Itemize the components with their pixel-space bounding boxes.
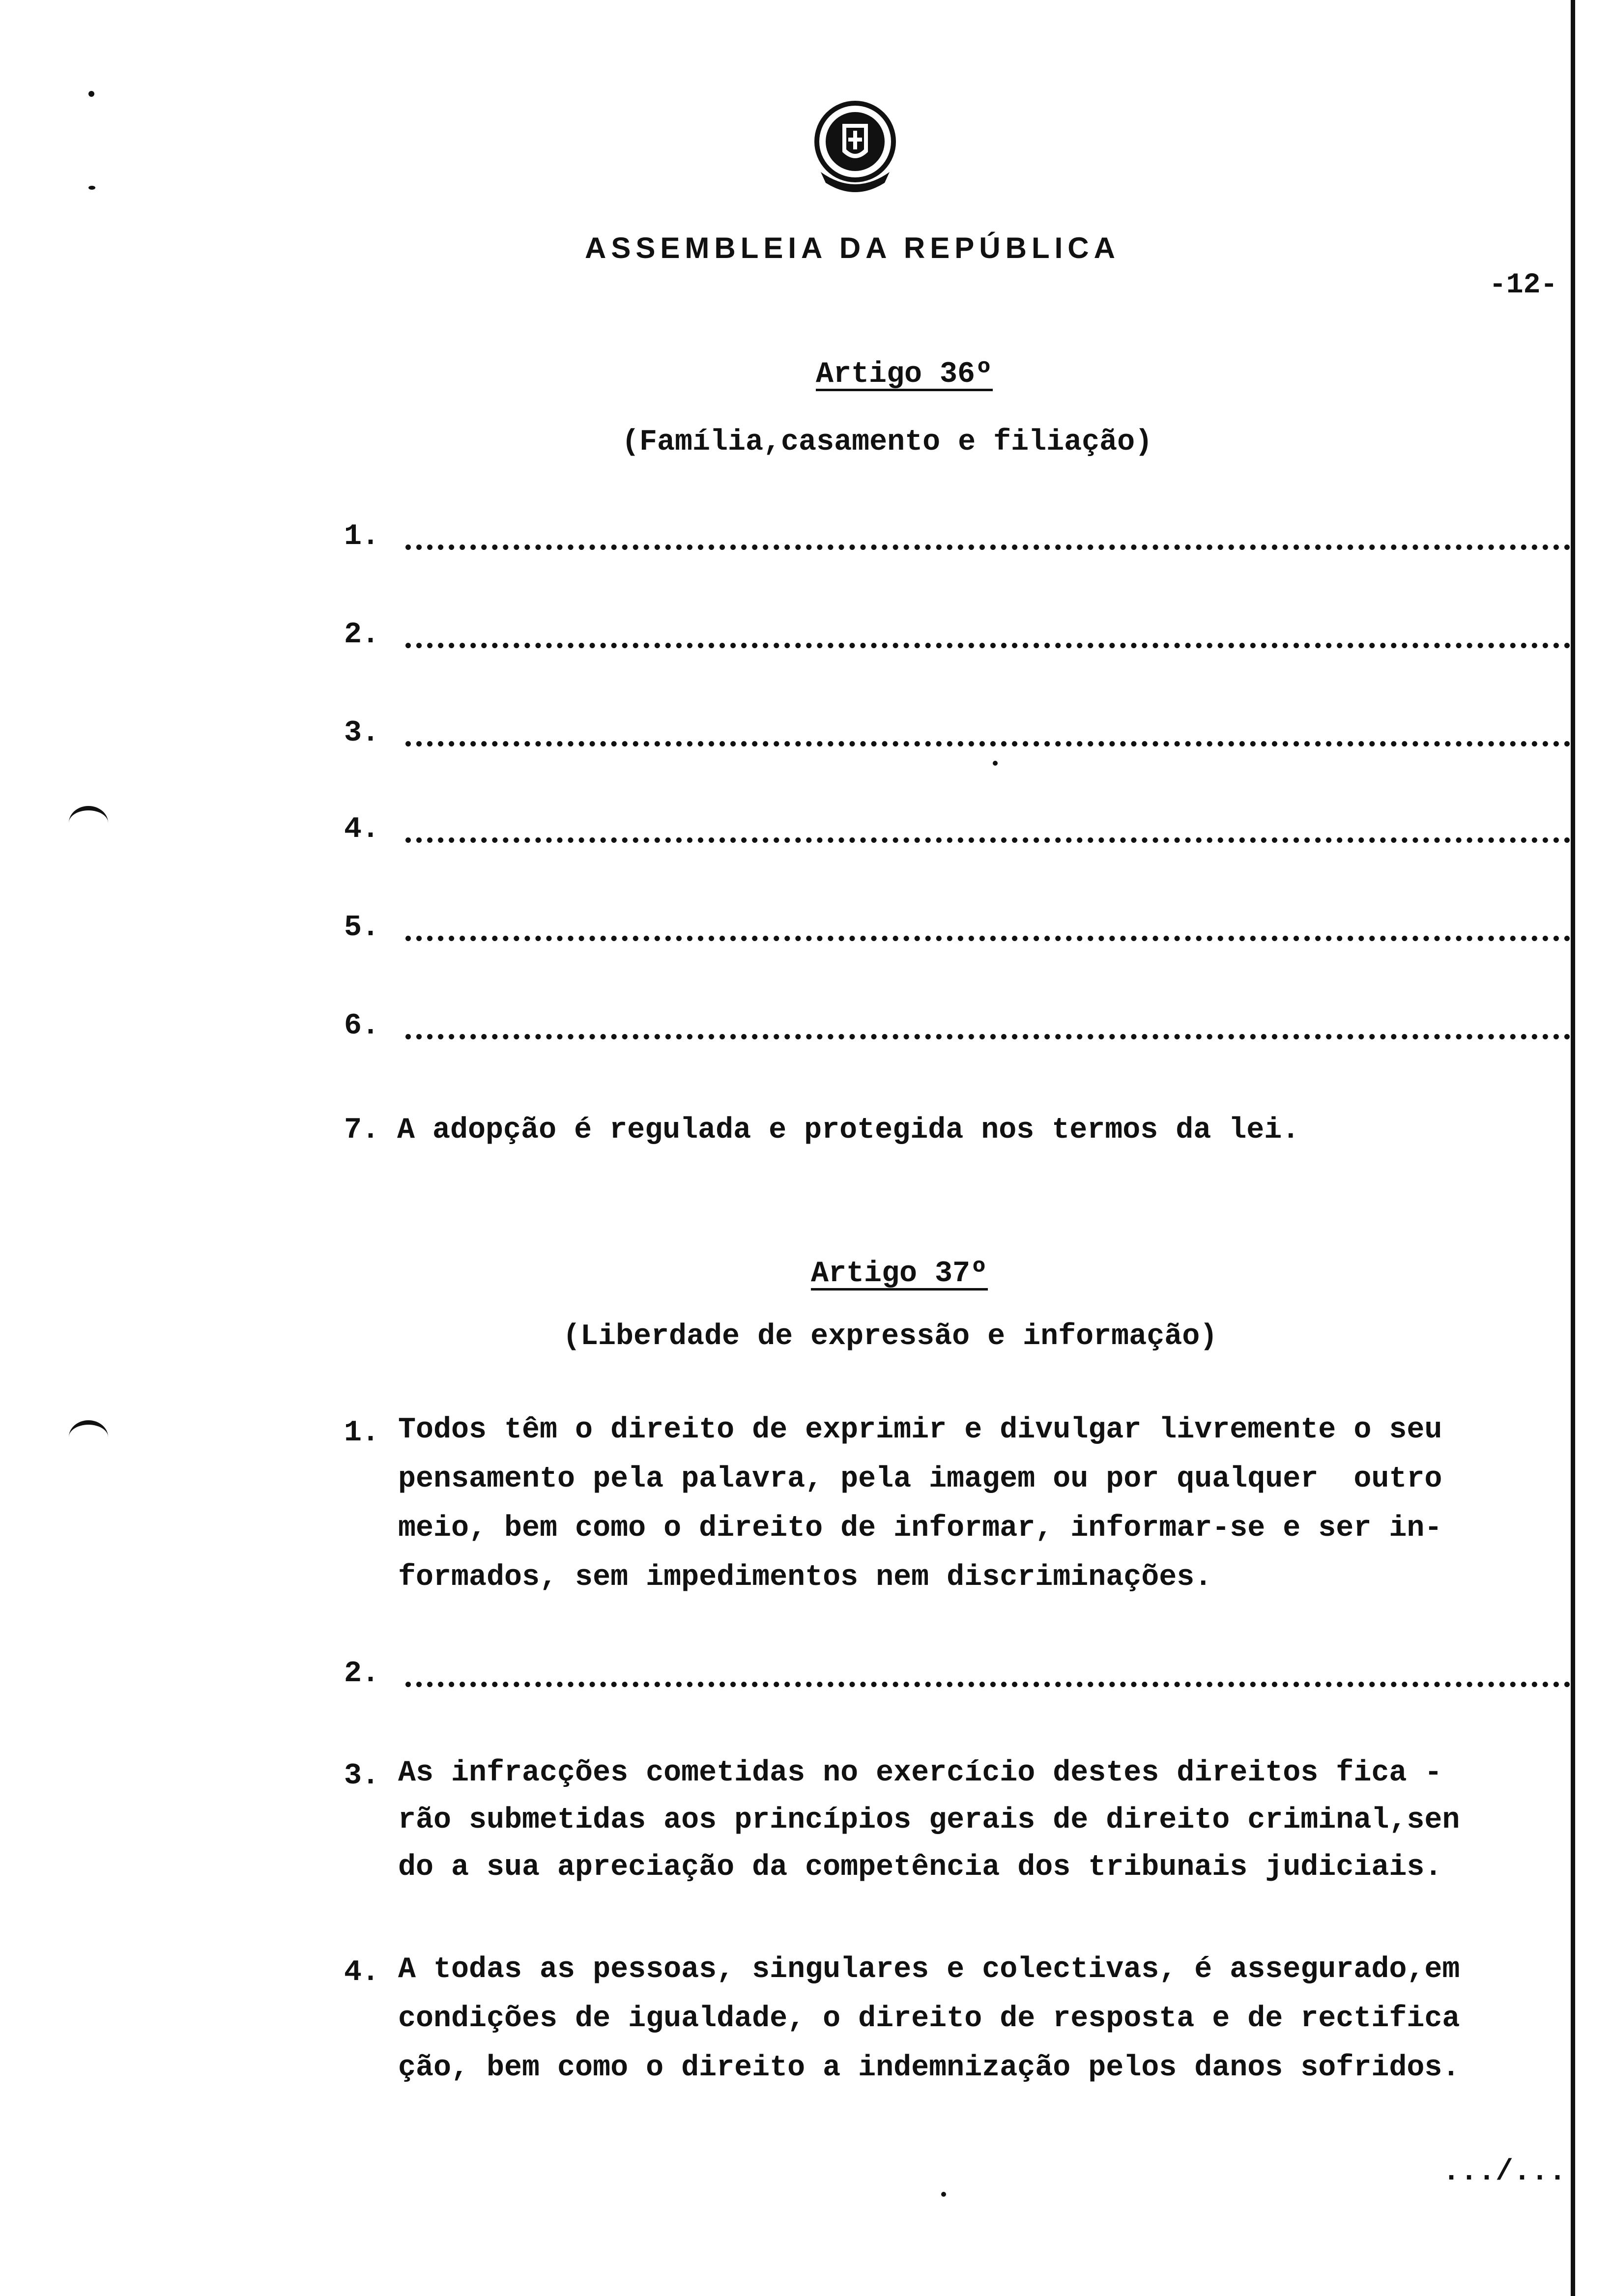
article-36-title: Artigo 36º bbox=[816, 358, 993, 391]
scan-speck bbox=[941, 2192, 946, 2197]
punch-hole-mark bbox=[69, 1420, 108, 1454]
article-36-item-number: 2. bbox=[344, 618, 380, 652]
article-37-title: Artigo 37º bbox=[811, 1257, 988, 1291]
article-37-subtitle: (Liberdade de expressão e informação) bbox=[563, 1320, 1218, 1353]
article-36-subtitle: (Família,casamento e filiação) bbox=[622, 426, 1153, 459]
article-37-item-number: 3. bbox=[344, 1759, 380, 1793]
article-36-item-number: 4. bbox=[344, 813, 380, 846]
page-number: -12- bbox=[1489, 269, 1558, 301]
article-37-item-4-line: ção, bem como o direito a indemnização pelos danos sofridos. bbox=[398, 2051, 1460, 2085]
elided-dotted-line bbox=[405, 741, 1570, 746]
punch-hole-mark bbox=[69, 806, 108, 840]
article-37-item-3-line: rão submetidas aos princípios gerais de direito criminal,sen bbox=[398, 1804, 1460, 1837]
article-37-item-3-line: do a sua apreciação da competência dos tribunais judiciais. bbox=[398, 1851, 1442, 1884]
article-37-item-number: 4. bbox=[344, 1956, 380, 1989]
article-36-item-7: 7. A adopção é regulada e protegida nos termos da lei. bbox=[344, 1114, 1300, 1147]
header-title: ASSEMBLEIA DA REPÚBLICA bbox=[585, 231, 1120, 264]
continuation-marker: .../... bbox=[1442, 2155, 1567, 2189]
article-36-item-number: 1. bbox=[344, 520, 380, 553]
article-36-item-number: 3. bbox=[344, 717, 380, 750]
scan-speck bbox=[993, 761, 998, 766]
article-37-item-1-line: meio, bem como o direito de informar, informar-se e ser in- bbox=[398, 1512, 1442, 1545]
article-36-item-number: 6. bbox=[344, 1009, 380, 1043]
article-37-item-number: 1. bbox=[344, 1416, 380, 1450]
page-edge-line bbox=[1571, 0, 1575, 2296]
elided-dotted-line bbox=[405, 936, 1570, 941]
article-36-item-number: 5. bbox=[344, 911, 380, 945]
elided-dotted-line bbox=[405, 643, 1570, 648]
scan-speck bbox=[88, 186, 95, 190]
article-37-item-3-line: As infracções cometidas no exercício destes direitos fica - bbox=[398, 1756, 1442, 1790]
article-37-item-4-line: condições de igualdade, o direito de resposta e de rectifica bbox=[398, 2002, 1460, 2036]
article-37-item-4-line: A todas as pessoas, singulares e colectivas, é assegurado,em bbox=[398, 1953, 1460, 1986]
elided-dotted-line bbox=[405, 1682, 1570, 1687]
article-37-item-1-line: formados, sem impedimentos nem discriminações. bbox=[398, 1561, 1212, 1594]
scan-speck bbox=[88, 91, 94, 97]
coat-of-arms-emblem bbox=[811, 98, 899, 197]
article-37-item-1-line: pensamento pela palavra, pela imagem ou por qualquer outro bbox=[398, 1463, 1442, 1496]
article-37-item-number: 2. bbox=[344, 1657, 380, 1691]
article-37-item-1-line: Todos têm o direito de exprimir e divulgar livremente o seu bbox=[398, 1413, 1442, 1447]
elided-dotted-line bbox=[405, 545, 1570, 550]
elided-dotted-line bbox=[405, 837, 1570, 843]
elided-dotted-line bbox=[405, 1034, 1570, 1039]
